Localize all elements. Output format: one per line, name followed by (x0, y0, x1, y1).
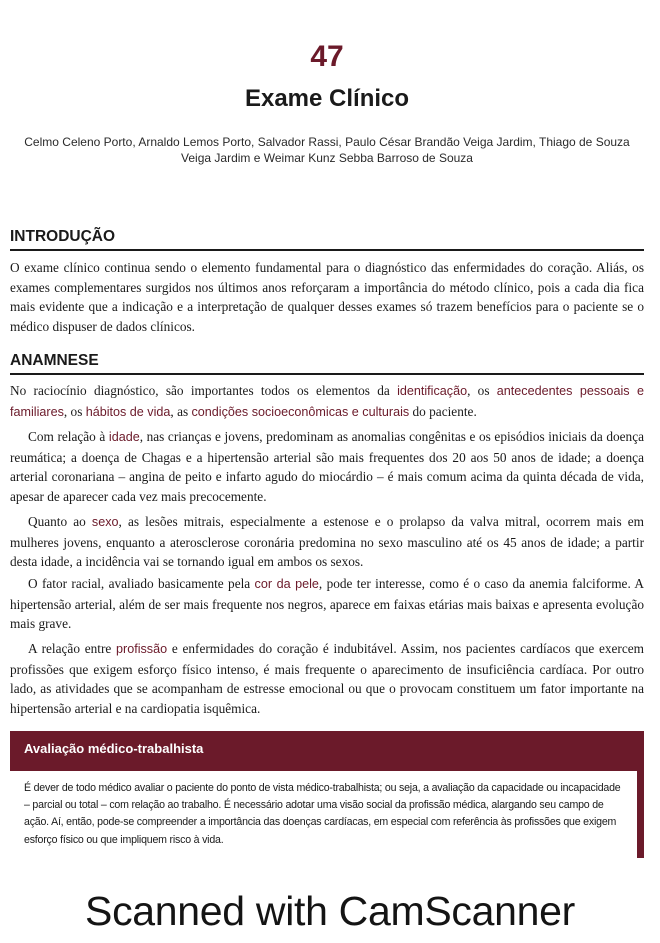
text-run: , as lesões mitrais, especialmente a estenose e o prolapso da valva mitral, ocorrem mais em mulheres jovens, enquanto a aterosclerose coronária predomina no sexo masculino até os 45 anos de idade; a partir desta idade, a incidência vai se tornando igual em ambos os sexos. (10, 514, 644, 570)
text-run: , os (467, 383, 497, 398)
text-run: e enfermidades do coração é indubitável. Assim, nos pacientes cardíacos que exercem profissões que exigem esforço físico intenso, é mais frequente o aparecimento de insuficiência cardíaca. Por outro lado, as atividades que se acompanham de estresse emocional ou que o provocam constituem um fator importante na hipertensão arterial e na cardiopatia isquêmica. (10, 641, 644, 716)
text-run: do paciente. (409, 403, 477, 419)
keyword-sexo: sexo (91, 515, 119, 529)
text-run: , os (63, 403, 86, 419)
keyword-idade: idade (108, 430, 140, 444)
text-run: O fator racial, avaliado basicamente pela (28, 576, 255, 591)
callout-box-title: Avaliação médico-trabalhista (24, 741, 204, 756)
text-run: A relação entre (28, 641, 117, 656)
section-heading-anamnese: ANAMNESE (10, 352, 644, 375)
keyword-antecedentes: antecedentes pessoais e familiares (10, 384, 644, 419)
intro-paragraph: O exame clínico continua sendo o elemento fundamental para o diagnóstico das enfermidades do coração. Aliás, os exames complementares surgidos nos últimos anos reforçaram a importância do método clínico, pois a cada dia fica mais evidente que a indicação e a interpretação de qualquer desses exames só trazem benefícios para o paciente se o médico dispuser de dados clínicos. (10, 260, 644, 334)
text-run: Com relação à (28, 429, 109, 444)
chapter-authors: Celmo Celeno Porto, Arnaldo Lemos Porto, Salvador Rassi, Paulo César Brandão Veiga Jardim, Thiago de Souza Veiga Jardim e Weimar Kunz Sebba Barroso de Souza (24, 135, 630, 165)
anamnese-paragraph-idade (10, 427, 644, 506)
anamnese-paragraph-cor-da-pele (10, 574, 644, 634)
keyword-cor-da-pele: cor da pele (254, 577, 319, 591)
text-run: , pode ter interesse, como é o caso da anemia falciforme. A hipertensão arterial, além de ser mais frequente nos negros, aparece em faixas etárias mais baixas e apresenta evolução mais grave. (10, 576, 644, 632)
text-run: , as (170, 403, 192, 419)
section-heading-introducao: INTRODUÇÃO (10, 228, 644, 251)
callout-box-text: É dever de todo médico avaliar o paciente do ponto de vista médico-trabalhista; ou seja, a avaliação da capacidade ou incapacidade – parcial ou total – com relação ao trabalho. É necessário adotar uma visão social da profissão médica, alargando seu campo de ação. Aí, então, pode-se compreender a importância das doenças cardíacas, em especial com referência às profissões que exigem esforço físico ou que impliquem risco à vida. (24, 782, 621, 846)
anamnese-paragraph-profissao (10, 639, 644, 718)
text-run: Quanto ao (28, 514, 92, 529)
callout-box-header (10, 731, 644, 771)
keyword-identificacao: identificação (397, 384, 468, 398)
anamnese-paragraph-sexo (10, 512, 644, 572)
keyword-habitos: hábitos de vida (85, 404, 171, 419)
keyword-condicoes: condições socioeconômicas e culturais (191, 404, 410, 419)
camscanner-watermark: Scanned with CamScanner (85, 888, 575, 934)
keyword-profissao: profissão (116, 642, 168, 656)
callout-box-body (10, 771, 644, 858)
anamnese-paragraph-elementos (10, 381, 644, 422)
chapter-title: Exame Clínico (244, 85, 410, 112)
text-run: No raciocínio diagnóstico, são importantes todos os elementos da (10, 383, 398, 398)
chapter-number: 47 (310, 40, 344, 73)
text-run: , nas crianças e jovens, predominam as anomalias congênitas e os episódios iniciais da doença reumática; a doença de Chagas e a hipertensão arterial são mais frequentes dos 20 aos 50 anos de idade; a doença arterial coronariana – angina de peito e infarto agudo do miocárdio – é mais comum acima da quinta década de vida, apesar de aparecer cada vez mais precocemente. (10, 429, 644, 504)
